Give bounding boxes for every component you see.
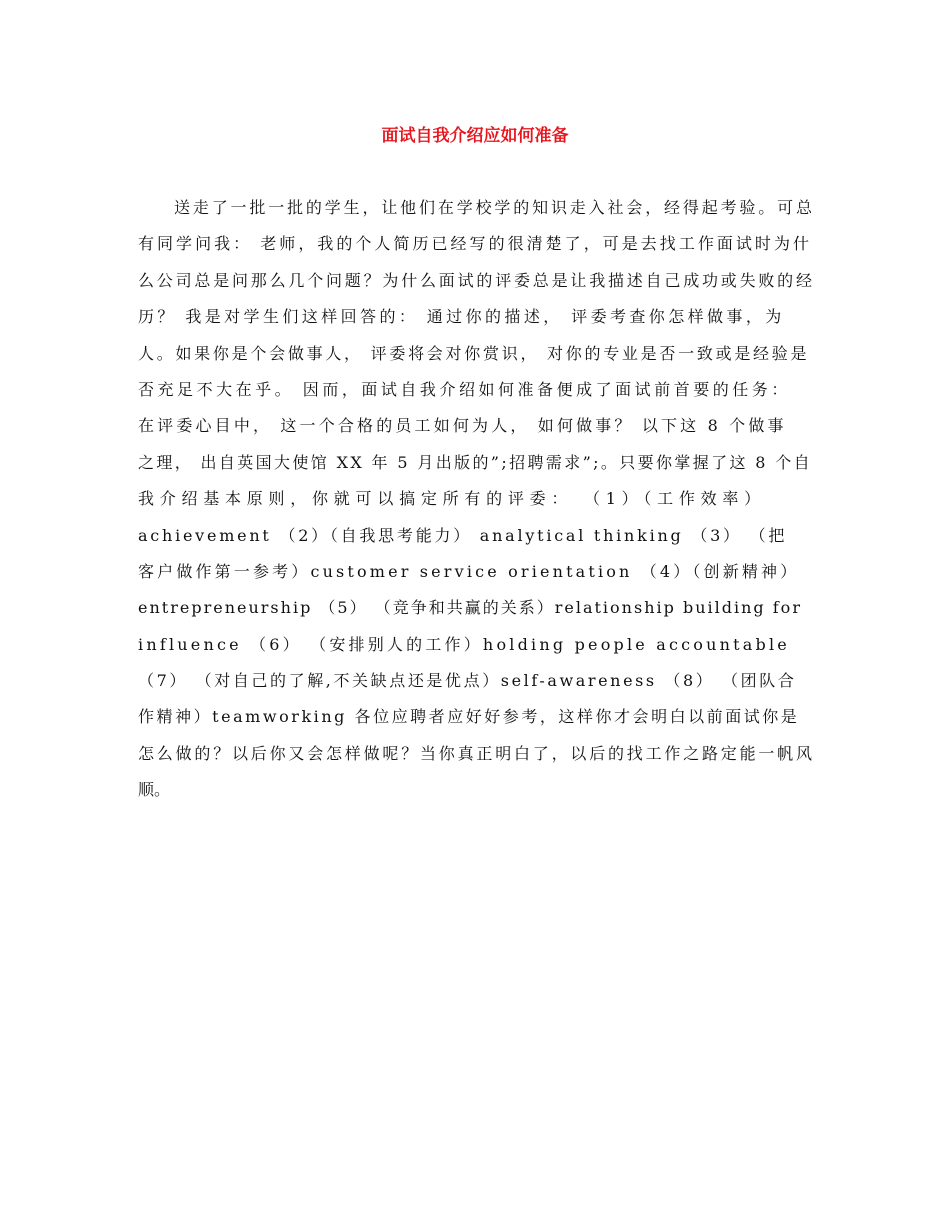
body-line — [138, 336, 812, 372]
body-line — [138, 299, 812, 335]
body-line — [138, 372, 812, 408]
body-line-text: 作精神）teamworking 各位应聘者应好好参考，这样你才会明白以前面试你是 — [138, 707, 800, 727]
document-body — [138, 190, 815, 809]
body-line — [138, 190, 815, 226]
body-line-text: 否充足不大在乎。 因而，面试自我介绍如何准备便成了面试前首要的任务： — [138, 379, 791, 399]
body-line-text: influence （6） （安排别人的工作）holding people accountable — [138, 634, 790, 654]
body-line-text: 么公司总是问那么几个问题？为什么面试的评委总是让我描述自己成功或失败的经 — [138, 270, 815, 290]
body-line — [138, 772, 812, 808]
body-line — [138, 408, 812, 444]
body-line — [138, 663, 812, 699]
body-line-text: 客户做作第一参考）customer service orientation （4）（创新精神） — [138, 561, 800, 581]
body-line — [138, 736, 815, 772]
body-line — [138, 481, 812, 517]
body-line-text: 有同学问我： 老师，我的个人简历已经写的很清楚了，可是去找工作面试时为什 — [138, 234, 812, 254]
body-line — [138, 263, 815, 299]
document-title: 面试自我介绍应如何准备 — [381, 126, 569, 146]
body-line-text: 怎么做的？以后你又会怎样做呢？当你真正明白了，以后的找工作之路定能一帆风 — [138, 743, 815, 763]
body-line-text: 历？ 我是对学生们这样回答的： 通过你的描述， 评委考查你怎样做事，为 — [138, 307, 785, 327]
body-line-text: 送走了一批一批的学生，让他们在学校学的知识走入社会，经得起考验。可总 — [174, 198, 815, 217]
body-line — [138, 699, 812, 735]
body-line — [138, 518, 812, 554]
body-line — [138, 627, 812, 663]
body-line-text: 我介绍基本原则，你就可以搞定所有的评委： （1）（工作效率） — [138, 489, 766, 509]
body-line — [138, 554, 812, 590]
body-line-text: 之理， 出自英国大使馆 XX 年 5 月出版的”;招聘需求”;。只要你掌握了这 8 个自 — [138, 452, 812, 472]
body-line-text: 顺。 — [138, 780, 171, 800]
body-line-text: entrepreneurship （5） （竞争和共赢的关系）relationship building for — [138, 598, 802, 618]
body-line-text: （7） （对自己的了解,不关缺点还是优点）self-awareness （8） （团队合 — [138, 671, 797, 691]
body-line — [138, 590, 812, 626]
body-line-text: achievement （2）（自我思考能力） analytical thinking （3） （把 — [138, 525, 788, 545]
body-line — [138, 226, 812, 262]
body-line-text: 人。如果你是个会做事人， 评委将会对你赏识， 对你的专业是否一致或是经验是 — [138, 343, 810, 363]
body-line — [138, 445, 812, 481]
body-line-text: 在评委心目中， 这一个合格的员工如何为人， 如何做事？ 以下这 8 个做事 — [138, 416, 787, 436]
